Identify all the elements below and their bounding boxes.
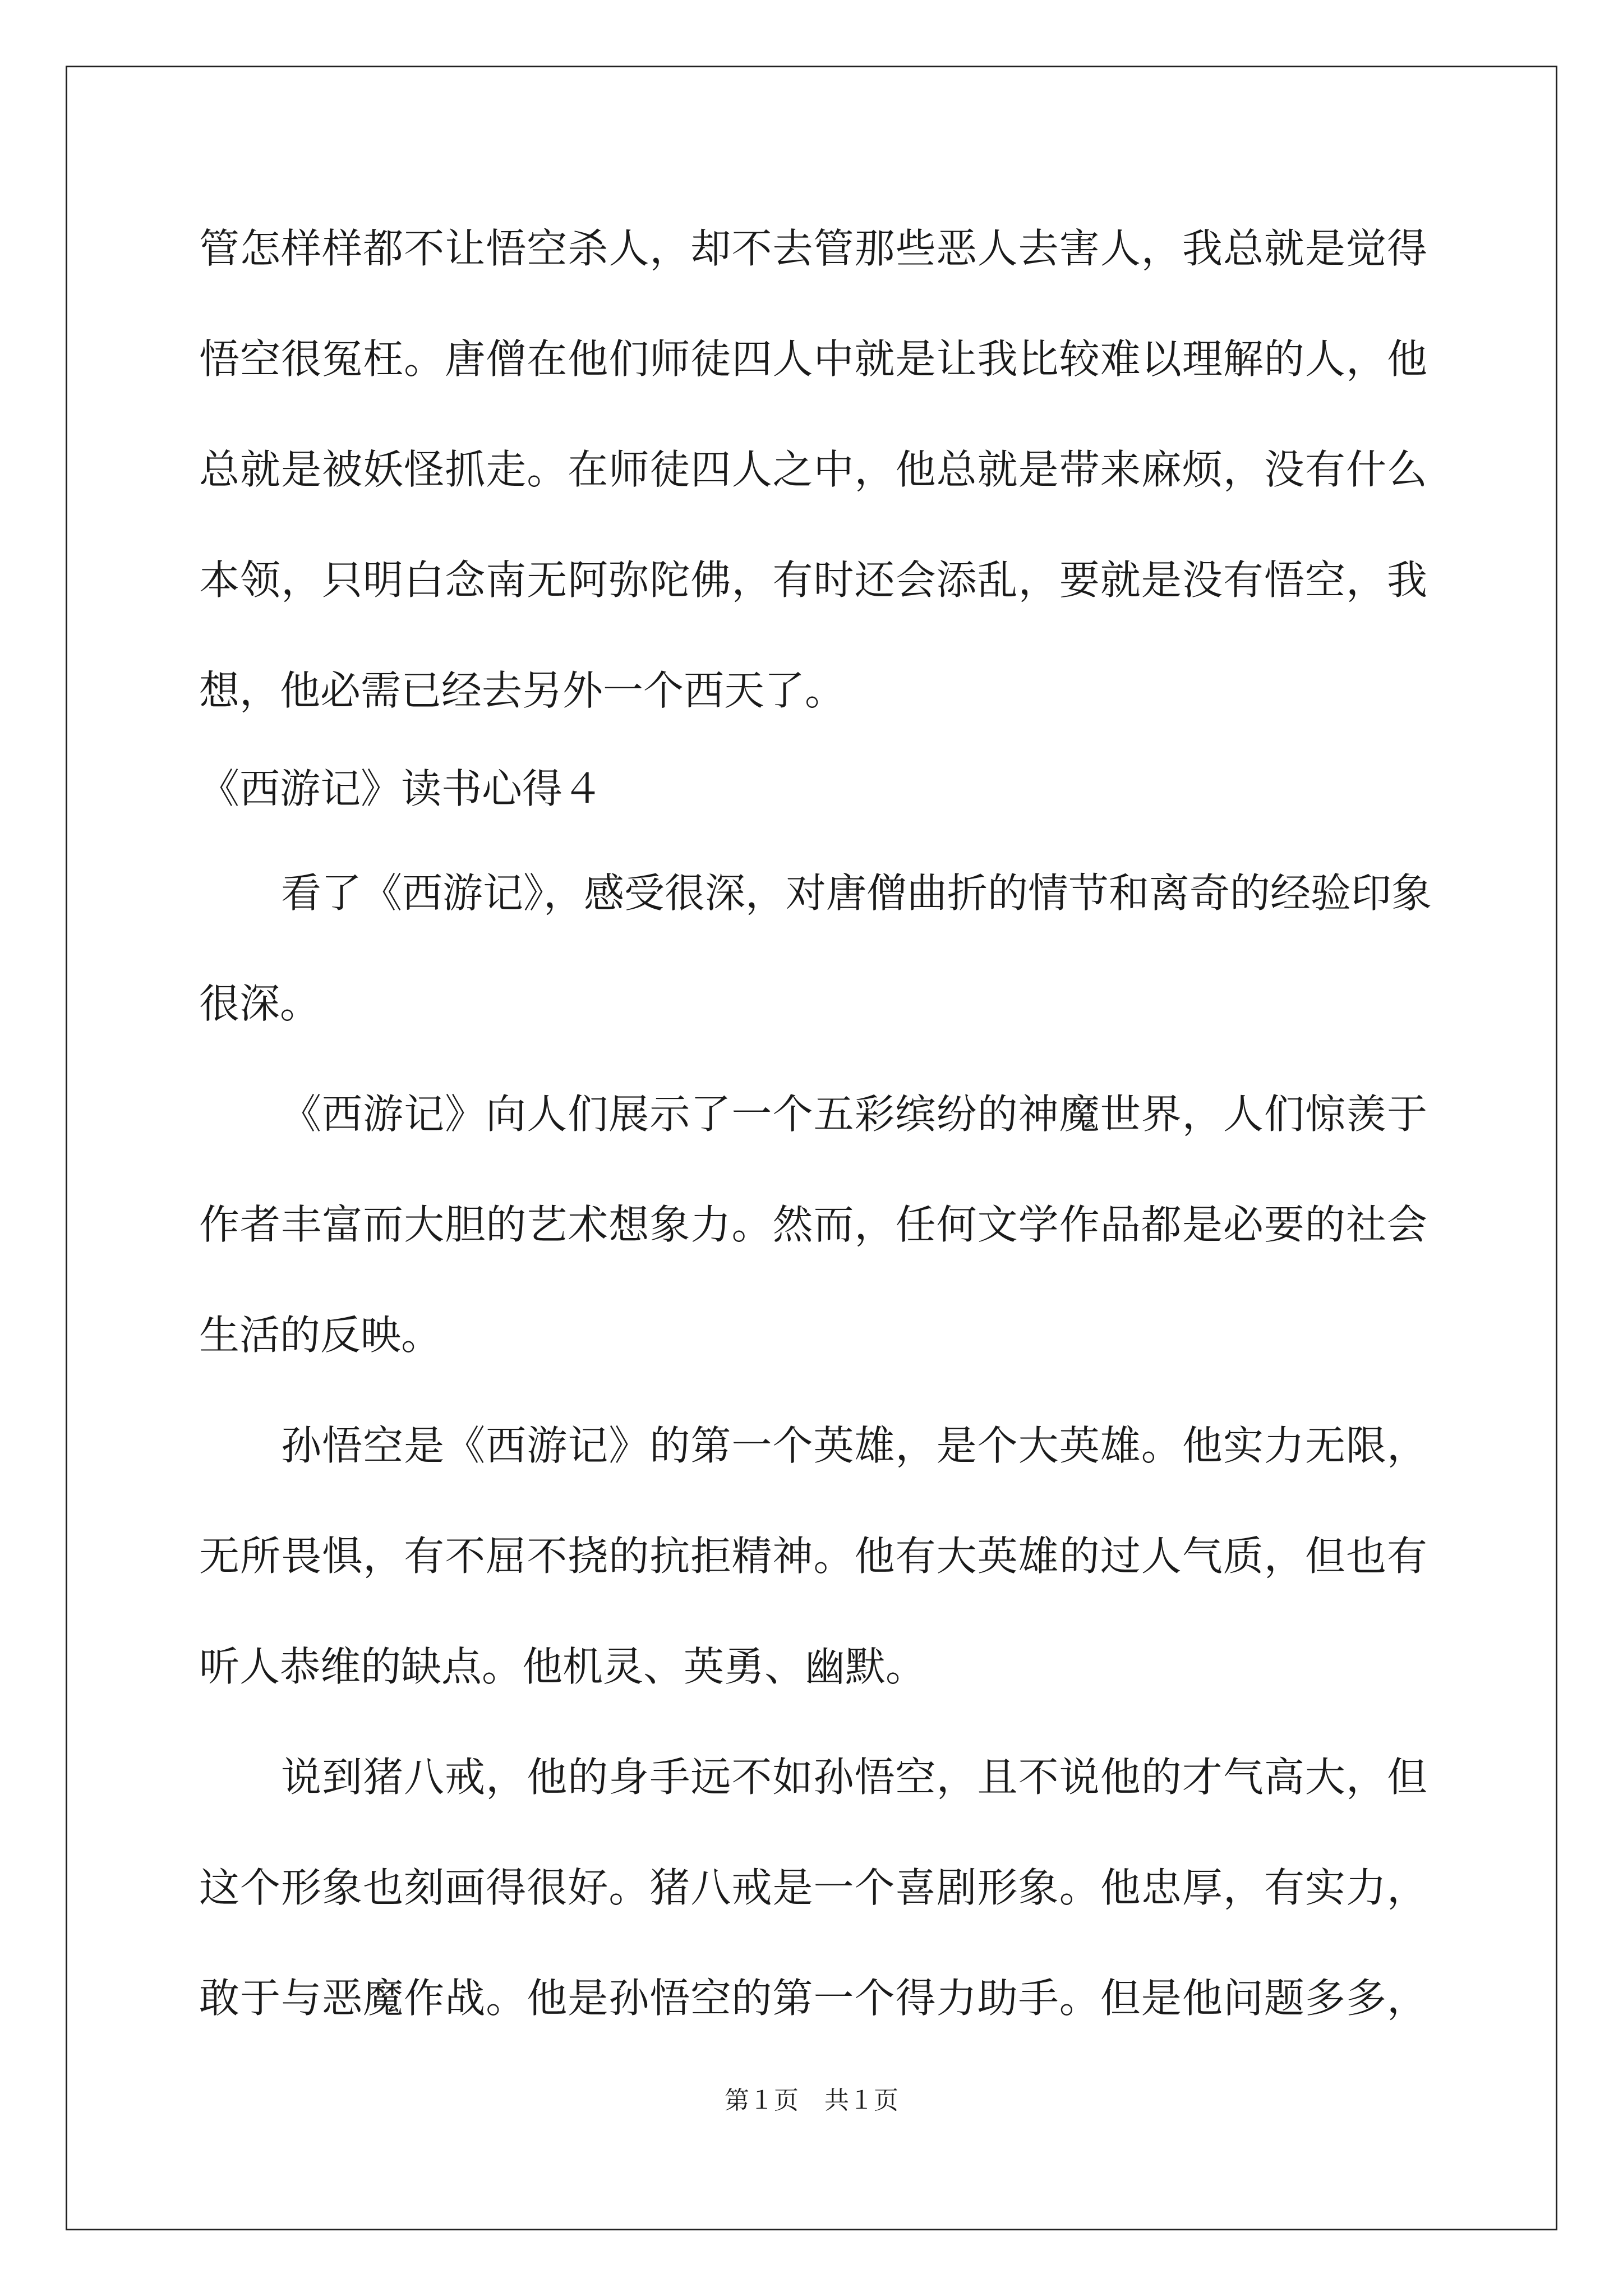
paragraph-2-line-1: 看了《西游记》，感受很深，对唐僧曲折的情节和离奇的经验印象 <box>281 869 1432 917</box>
paragraph-1-line-5: 想，他必需已经去另外一个西天了。 <box>199 667 846 714</box>
paragraph-5-line-3: 敢于与恶魔作战。他是孙悟空的第一个得力助手。但是他问题多多， <box>199 1975 1427 2022</box>
page-footer <box>0 2084 1623 2118</box>
paragraph-5-line-1: 说到猪八戒，他的身手远不如孙悟空，且不说他的才气高大，但 <box>281 1754 1427 1801</box>
page-number-total: 共１页 <box>824 2086 898 2115</box>
paragraph-1-line-2: 悟空很冤枉。唐僧在他们师徒四人中就是让我比较难以理解的人，他 <box>199 335 1427 383</box>
paragraph-4-line-3: 听人恭维的缺点。他机灵、英勇、幽默。 <box>199 1643 926 1690</box>
paragraph-3-line-3: 生活的反映。 <box>199 1312 442 1359</box>
paragraph-5-line-2: 这个形象也刻画得很好。猪八戒是一个喜剧形象。他忠厚，有实力， <box>199 1864 1427 1911</box>
paragraph-3-line-1: 《西游记》向人们展示了一个五彩缤纷的神魔世界，人们惊羡于 <box>281 1091 1427 1138</box>
paragraph-3-line-2: 作者丰富而大胆的艺术想象力。然而，任何文学作品都是必要的社会 <box>199 1201 1427 1248</box>
section-heading: 《西游记》读书心得４ <box>199 765 603 812</box>
paragraph-1-line-1: 管怎样样都不让悟空杀人，却不去管那些恶人去害人，我总就是觉得 <box>199 225 1427 272</box>
paragraph-4-line-2: 无所畏惧，有不屈不挠的抗拒精神。他有大英雄的过人气质，但也有 <box>199 1533 1427 1580</box>
paragraph-1-line-3: 总就是被妖怪抓走。在师徒四人之中，他总就是带来麻烦，没有什么 <box>199 446 1427 493</box>
paragraph-4-line-1: 孙悟空是《西游记》的第一个英雄，是个大英雄。他实力无限， <box>281 1422 1427 1469</box>
paragraph-2-line-2: 很深。 <box>199 980 321 1027</box>
paragraph-1-line-4: 本领，只明白念南无阿弥陀佛，有时还会添乱，要就是没有悟空，我 <box>199 556 1427 604</box>
page-number-current: 第１页 <box>725 2086 799 2115</box>
